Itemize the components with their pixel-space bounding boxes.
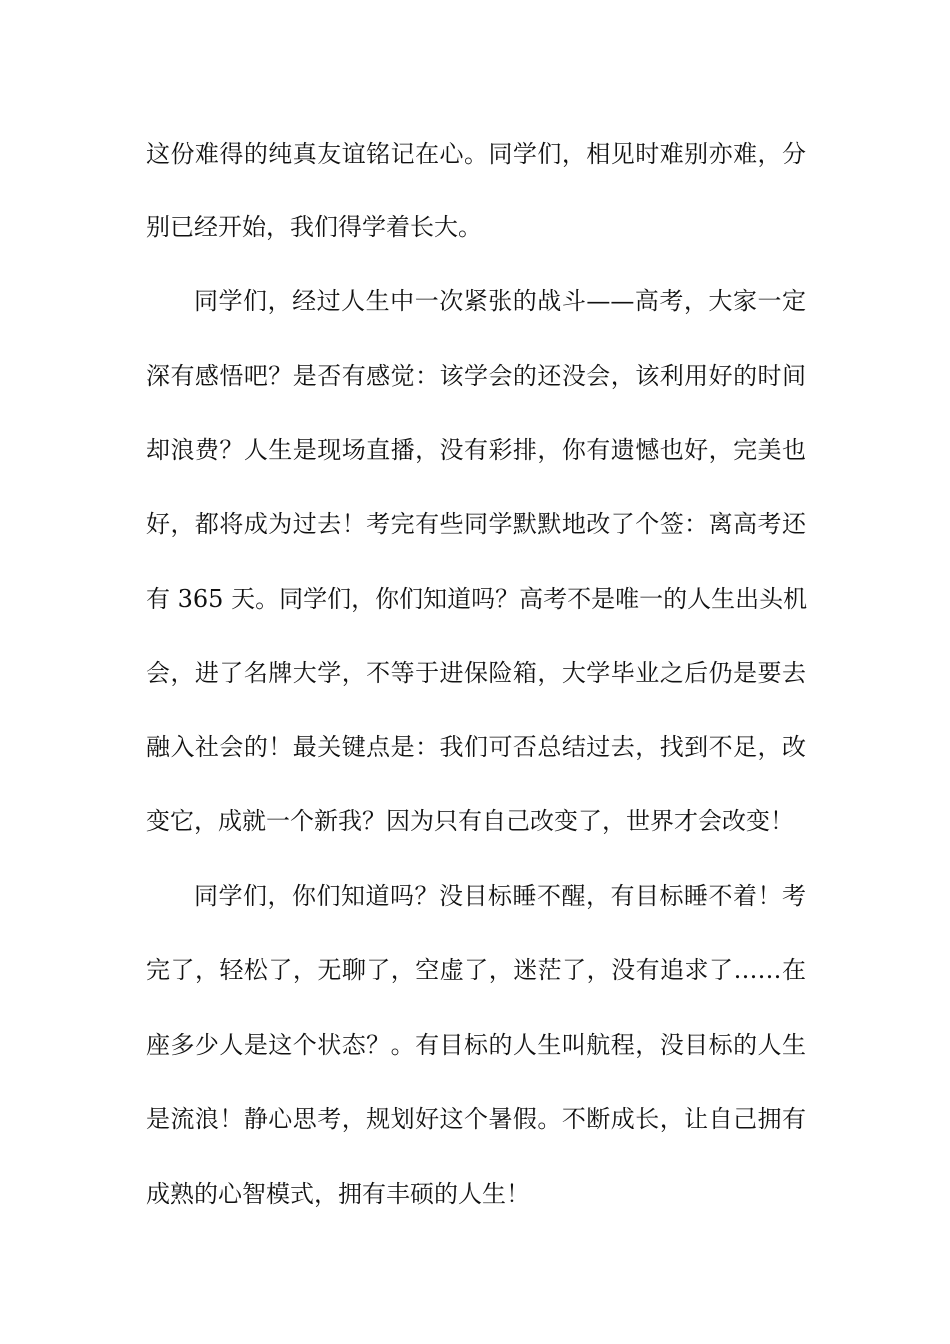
text-line: 同学们，你们知道吗？没目标睡不醒，有目标睡不着！考 xyxy=(194,882,806,910)
text-line: 完了，轻松了，无聊了，空虚了，迷茫了，没有追求了……在 xyxy=(146,956,806,984)
text-line: 变它，成就一个新我？因为只有自己改变了，世界才会改变！ xyxy=(146,807,794,835)
text-line: 融入社会的！最关键点是：我们可否总结过去，找到不足，改 xyxy=(146,733,806,761)
text-line: 是流浪！静心思考，规划好这个暑假。不断成长，让自己拥有 xyxy=(146,1105,806,1133)
text-line: 成熟的心智模式，拥有丰硕的人生！ xyxy=(146,1180,530,1208)
text-line: 好，都将成为过去！考完有些同学默默地改了个签：离高考还 xyxy=(146,510,806,538)
text-line: 别已经开始，我们得学着长大。 xyxy=(146,213,482,241)
text-line: 有 365 天。同学们，你们知道吗？高考不是唯一的人生出头机 xyxy=(146,585,808,613)
text-line: 同学们，经过人生中一次紧张的战斗——高考，大家一定 xyxy=(194,287,806,315)
text-line: 却浪费？人生是现场直播，没有彩排，你有遗憾也好，完美也 xyxy=(146,436,806,464)
text-line: 深有感悟吧？是否有感觉：该学会的还没会，该利用好的时间 xyxy=(146,362,806,390)
text-line: 座多少人是这个状态？。有目标的人生叫航程，没目标的人生 xyxy=(146,1031,806,1059)
text-line: 会，进了名牌大学，不等于进保险箱，大学毕业之后仍是要去 xyxy=(146,659,806,687)
text-line: 这份难得的纯真友谊铭记在心。同学们，相见时难别亦难，分 xyxy=(146,140,806,168)
